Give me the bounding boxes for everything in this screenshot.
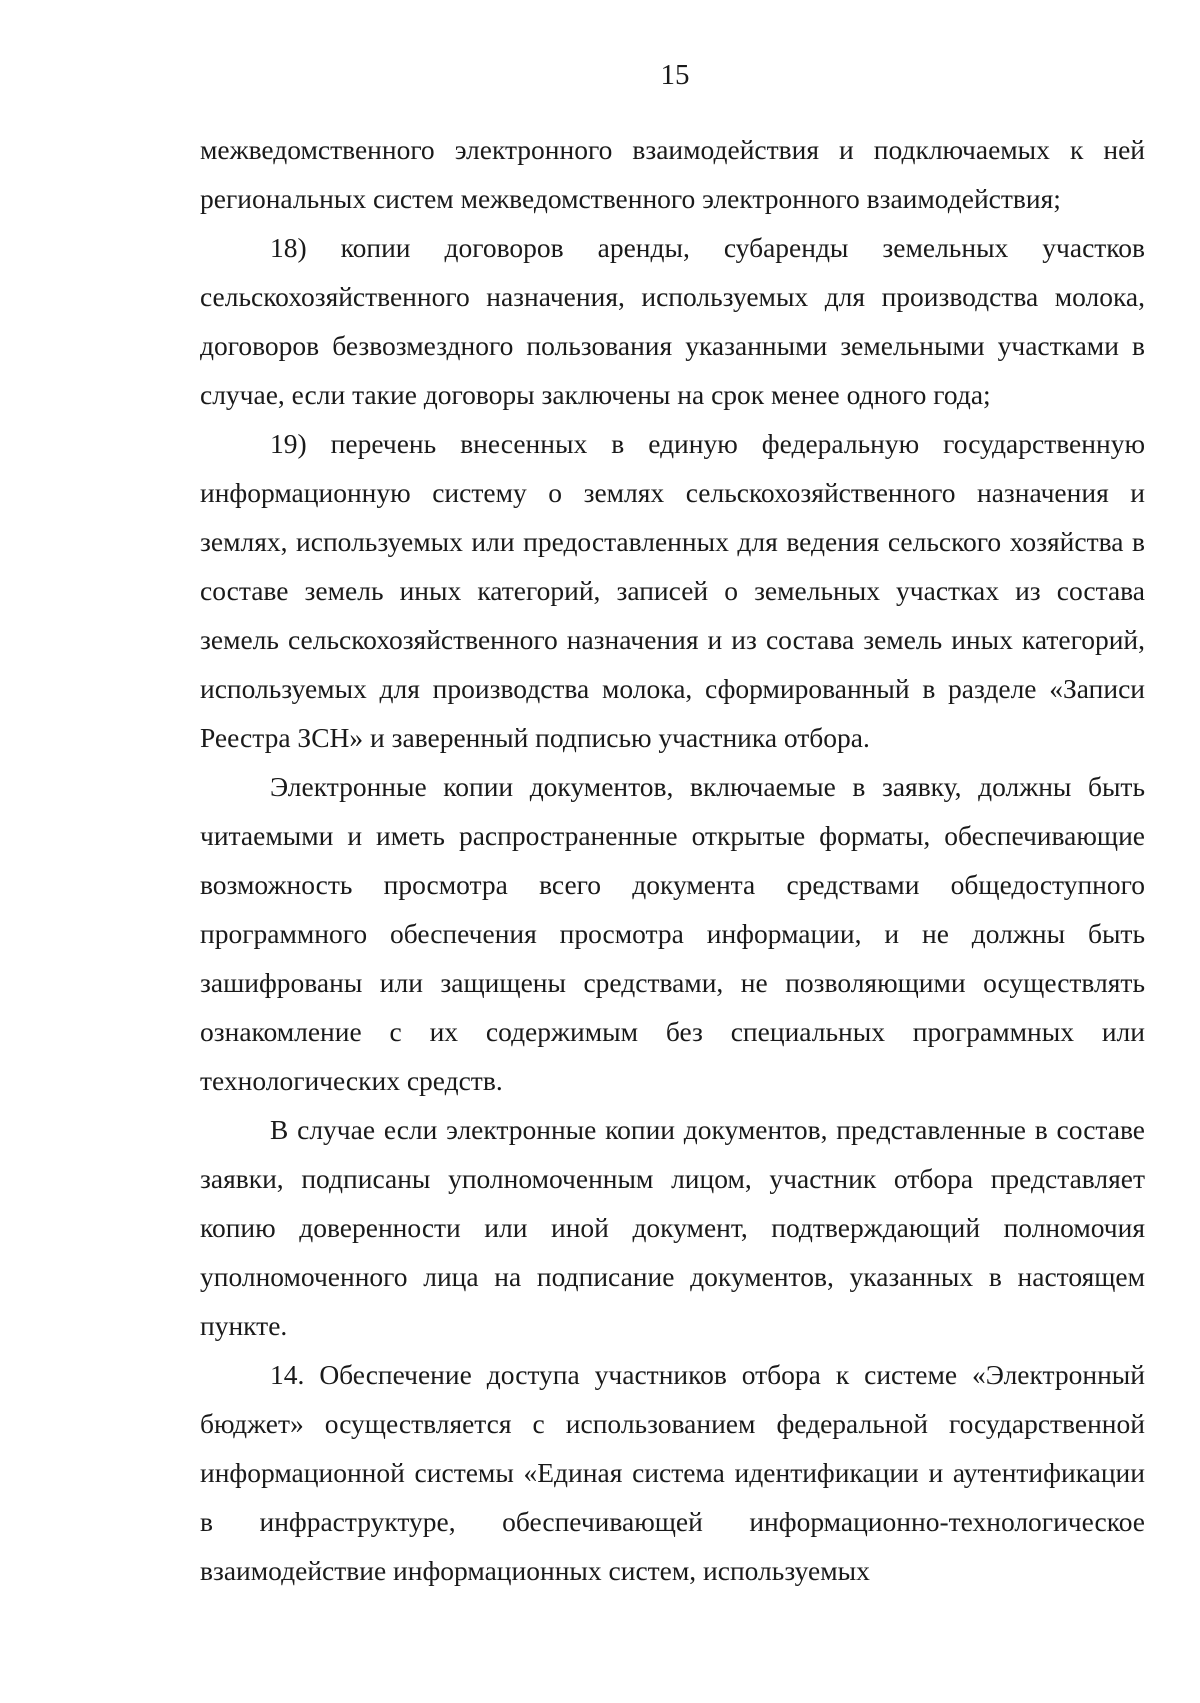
paragraph-item-14: 14. Обеспечение доступа участников отбора к системе «Электронный бюджет» осуществляется с использованием федеральной государственной информационной системы «Единая система идентификации и аутентификации в инфраструктуре, обеспечивающей информационно-технологическое взаимодействие информационных систем, используемых [200,1359,1145,1586]
document-body [200,125,1145,1595]
paragraph-continuation: межведомственного электронного взаимодействия и подключаемых к ней региональных систем межведомственного электронного взаимодействия; [200,134,1145,214]
paragraph-authorized-person: В случае если электронные копии документов, представленные в составе заявки, подписаны уполномоченным лицом, участник отбора представляет копию доверенности или иной документ, подтверждающий полномочия уполномоченного лица на подписание документов, указанных в настоящем пункте. [200,1114,1145,1341]
paragraph-electronic-copies: Электронные копии документов, включаемые в заявку, должны быть читаемыми и иметь распространенные открытые форматы, обеспечивающие возможность просмотра всего документа средствами общедоступного программного обеспечения просмотра информации, и не должны быть зашифрованы или защищены средствами, не позволяющими осуществлять ознакомление с их содержимым без специальных программных или технологических средств. [200,771,1145,1096]
paragraph-item-19: 19) перечень внесенных в единую федеральную государственную информационную систему о землях сельскохозяйственного назначения и землях, используемых или предоставленных для ведения сельского хозяйства в составе земель иных категорий, записей о земельных участках из состава земель сельскохозяйственного назначения и из состава земель иных категорий, используемых для производства молока, сформированный в разделе «Записи Реестра ЗСН» и заверенный подписью участника отбора. [200,428,1145,753]
paragraph-item-18: 18) копии договоров аренды, субаренды земельных участков сельскохозяйственного назначения, используемых для производства молока, договоров безвозмездного пользования указанными земельными участками в случае, если такие договоры заключены на срок менее одного года; [200,232,1145,410]
page-number: 15 [660,59,690,91]
